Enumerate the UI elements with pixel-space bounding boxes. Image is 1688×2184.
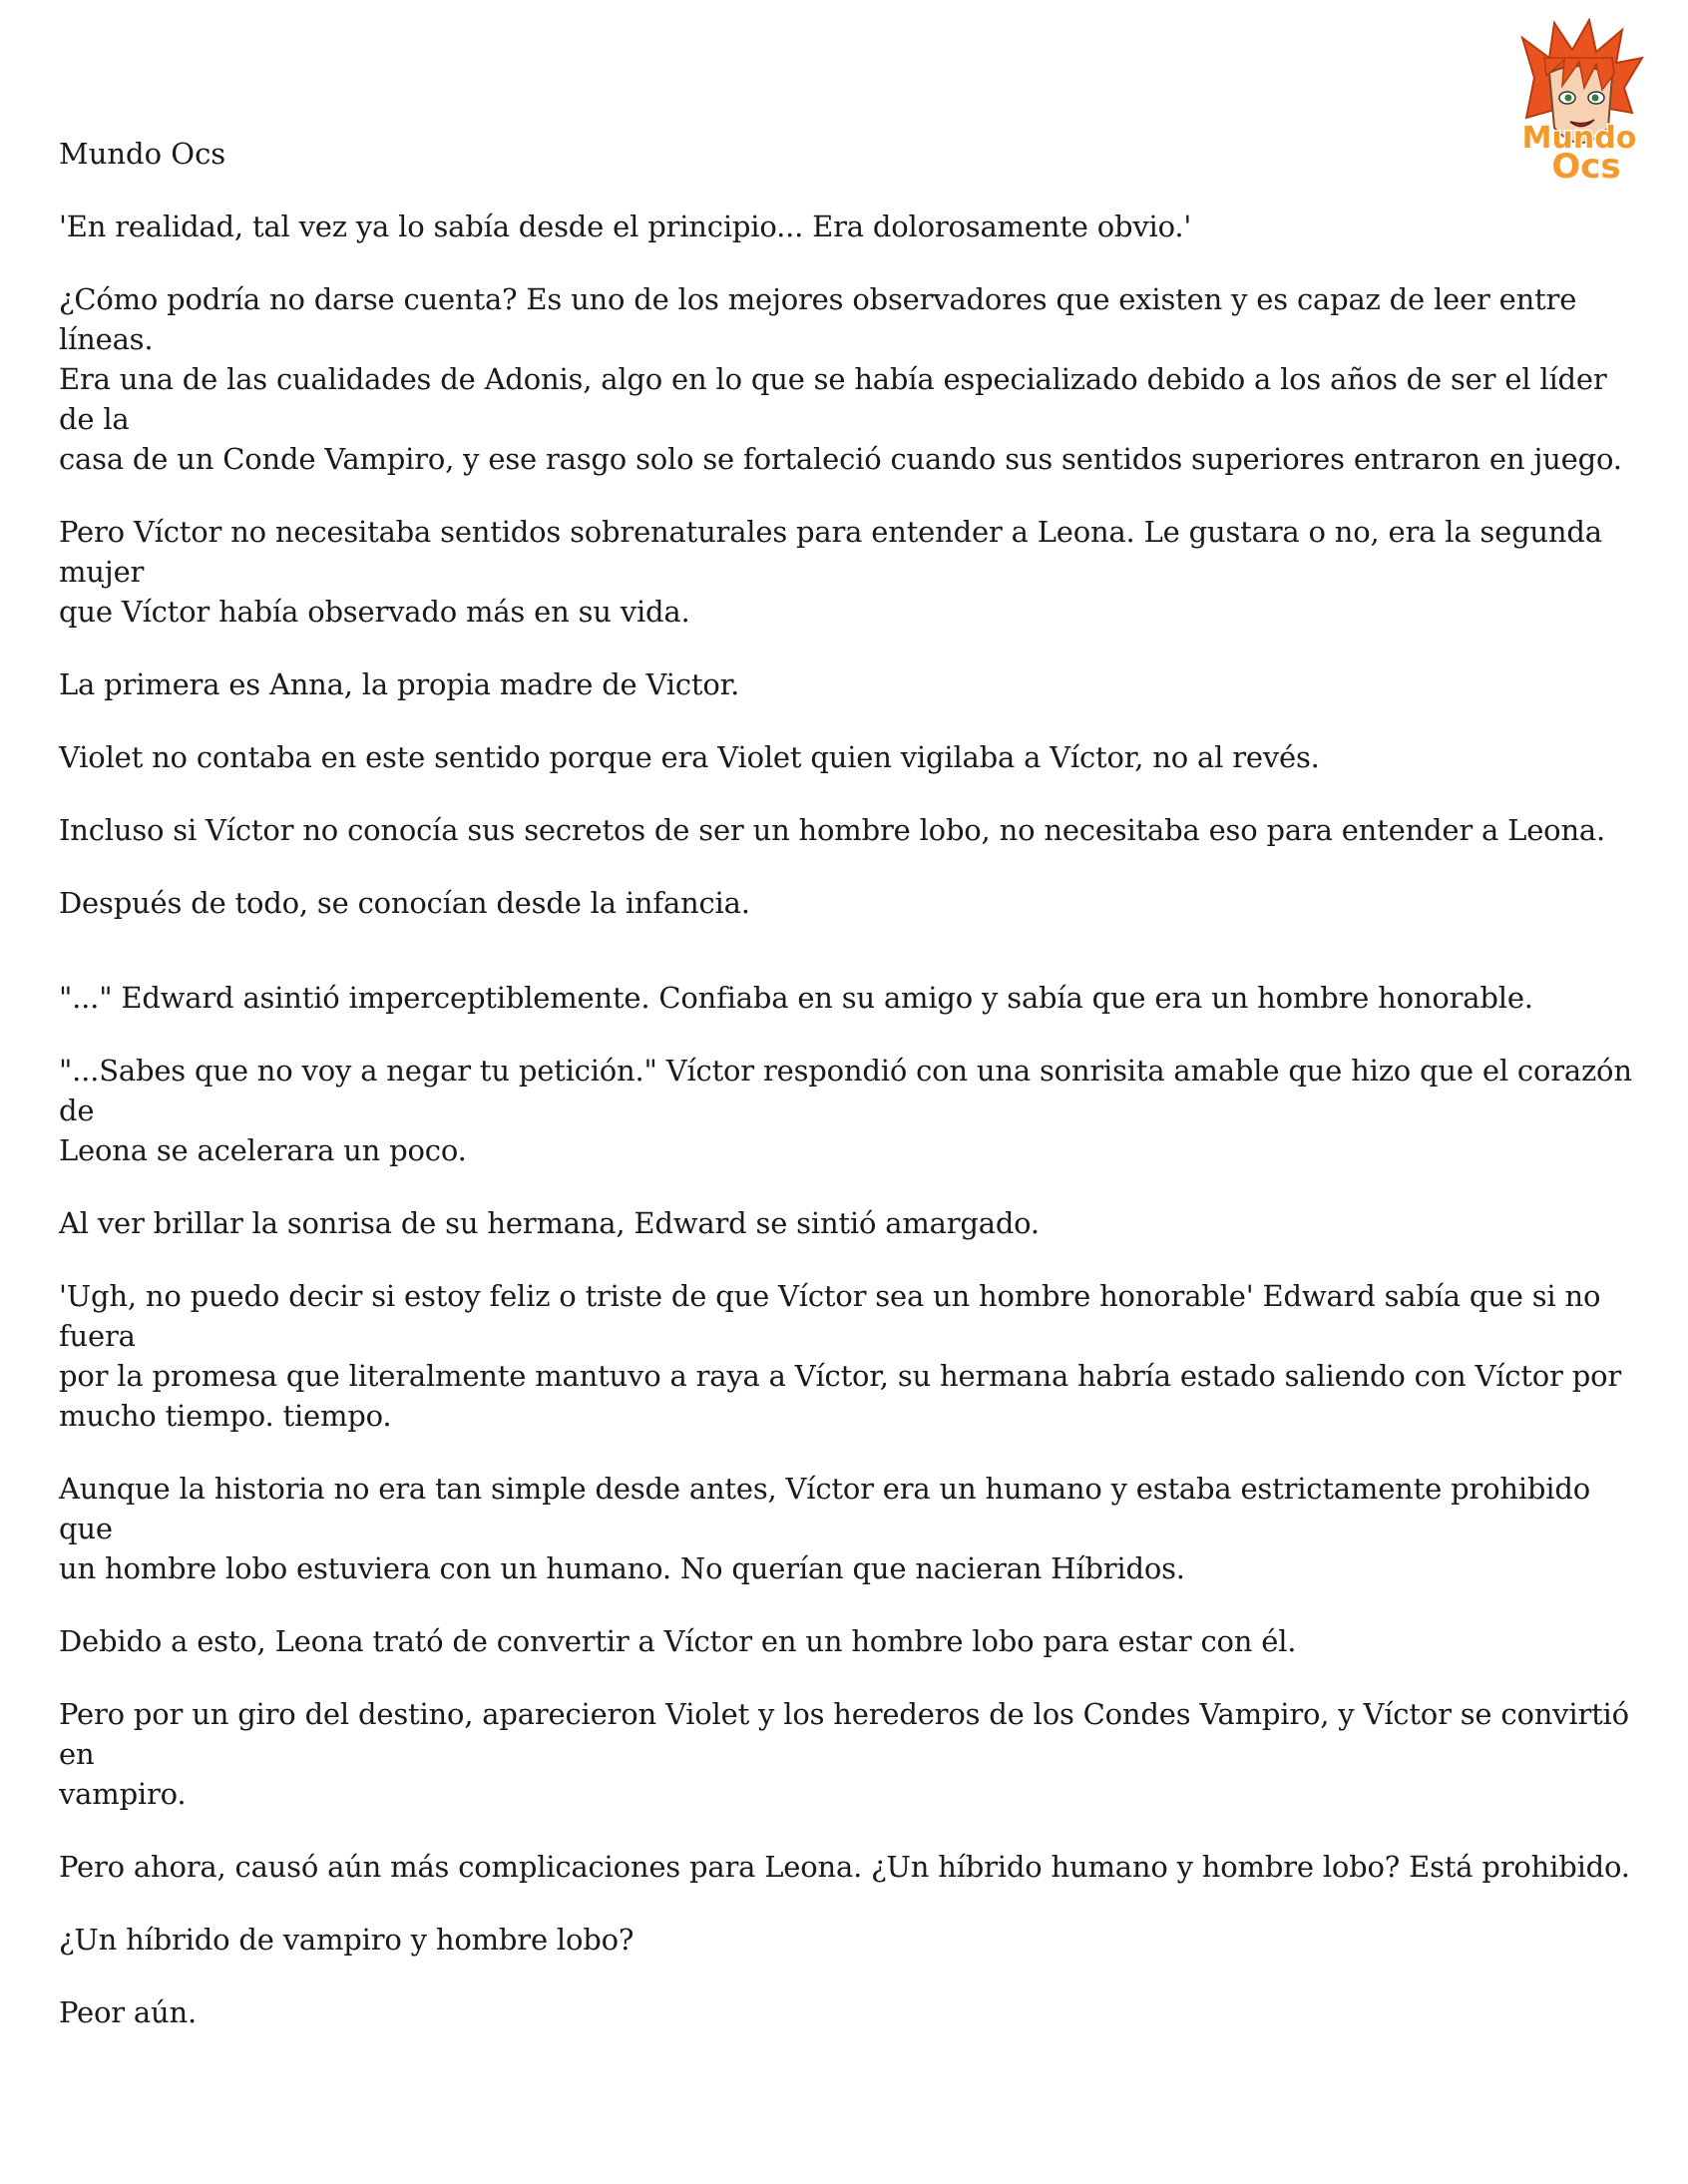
paragraph: Al ver brillar la sonrisa de su hermana, Edward se sintió amargado. — [59, 1206, 1040, 1240]
paragraph: Pero por un giro del destino, aparecieron Violet y los herederos de los Condes Vampiro, y Víctor se convirtió en vampiro. — [59, 1697, 1629, 1811]
paragraph: ¿Cómo podría no darse cuenta? Es uno de los mejores observadores que existen y es capaz de leer entre líneas. Era una de las cualidades de Adonis, algo en lo que se había especializado debido a los años de ser el líder de la casa de un Conde Vampiro, y ese rasgo solo se fortaleció cuando sus sentidos superiores entraron en juego. — [59, 282, 1622, 476]
paragraph: Violet no contaba en este sentido porque era Violet quien vigilaba a Víctor, no al revés. — [59, 740, 1320, 774]
bottom-section — [59, 978, 1635, 2032]
logo-text-bottom: Ocs — [1551, 147, 1621, 183]
mundo-ocs-logo — [1504, 18, 1654, 183]
logo-text-top: Mundo — [1521, 121, 1637, 156]
paragraph: "..." Edward asintió imperceptiblemente. Confiaba en su amigo y sabía que era un hombre honorable. — [59, 981, 1533, 1015]
paragraph: 'Ugh, no puedo decir si estoy feliz o triste de que Víctor sea un hombre honorable' Edward sabía que si no fuera por la promesa que literalmente mantuvo a raya a Víctor, su hermana habría estado saliendo con Víctor por mucho tiempo. tiempo. — [59, 1279, 1622, 1433]
paragraph: Incluso si Víctor no conocía sus secretos de ser un hombre lobo, no necesitaba eso para entender a Leona. — [59, 813, 1606, 847]
paragraph: ¿Un híbrido de vampiro y hombre lobo? — [59, 1923, 634, 1957]
paragraph: "...Sabes que no voy a negar tu petición." Víctor respondió con una sonrisita amable que hizo que el corazón de Leona se acelerara un poco. — [59, 1054, 1632, 1167]
paragraph: Aunque la historia no era tan simple desde antes, Víctor era un humano y estaba estrictamente prohibido que un hombre lobo estuviera con un humano. No querían que nacieran Híbridos. — [59, 1472, 1590, 1585]
paragraph: La primera es Anna, la propia madre de Victor. — [59, 667, 740, 701]
top-section — [59, 207, 1635, 923]
paragraph: 'En realidad, tal vez ya lo sabía desde el principio... Era dolorosamente obvio.' — [59, 210, 1192, 243]
paragraph: Pero ahora, causó aún más complicaciones para Leona. ¿Un híbrido humano y hombre lobo? Está prohibido. — [59, 1850, 1630, 1884]
paragraph: Pero Víctor no necesitaba sentidos sobrenaturales para entender a Leona. Le gustara o no, era la segunda mujer que Víctor había observado más en su vida. — [59, 515, 1602, 629]
paragraph: Después de todo, se conocían desde la infancia. — [59, 886, 750, 920]
paragraph: Debido a esto, Leona trató de convertir a Víctor en un hombre lobo para estar con él. — [59, 1624, 1297, 1658]
paragraph: Peor aún. — [59, 1995, 197, 2029]
site-name: Mundo Ocs — [59, 137, 226, 171]
